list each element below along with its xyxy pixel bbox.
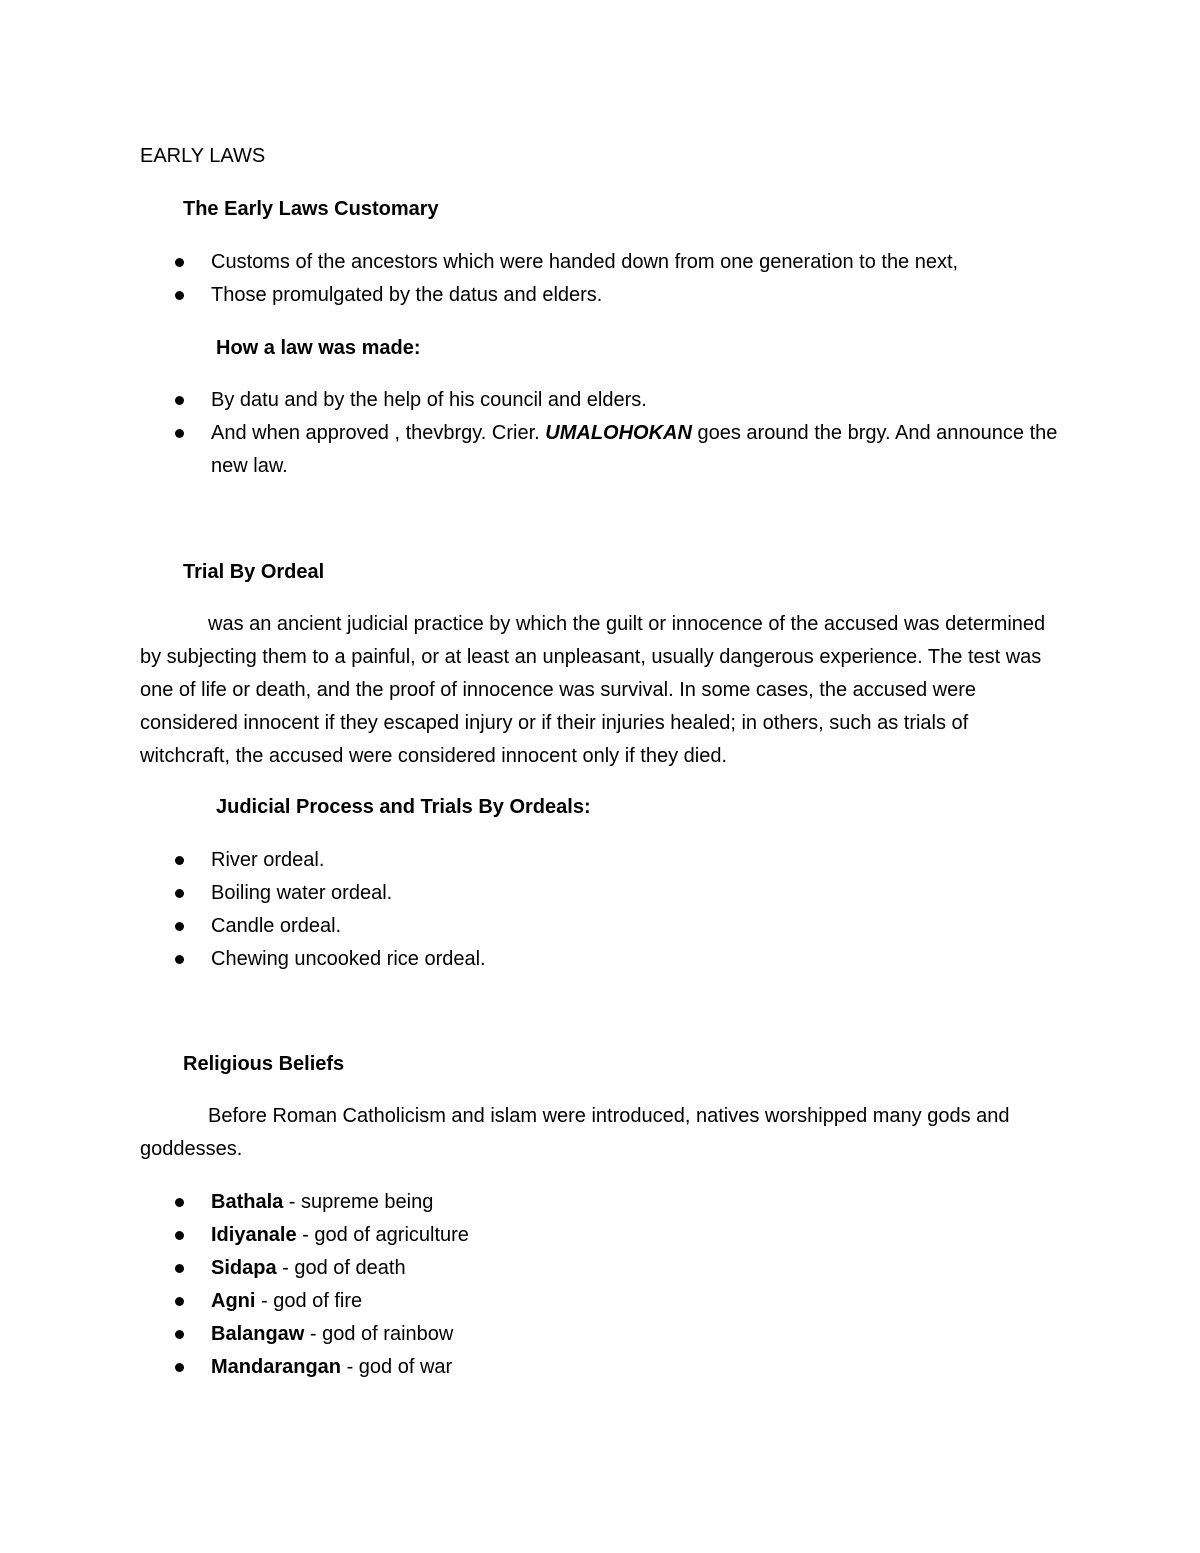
god-description: - god of agriculture bbox=[296, 1224, 469, 1246]
god-description: - supreme being bbox=[283, 1191, 434, 1213]
customary-list bbox=[211, 246, 1071, 312]
bullet-icon bbox=[175, 258, 184, 267]
list-item bbox=[211, 877, 1071, 910]
list-item bbox=[211, 1252, 1071, 1285]
ordeals-list bbox=[211, 844, 1071, 976]
bullet-icon bbox=[175, 429, 184, 438]
bullet-icon bbox=[175, 396, 184, 405]
how-made-heading: How a law was made: bbox=[216, 337, 421, 359]
list-item-text: Those promulgated by the datus and elders. bbox=[211, 284, 603, 306]
god-name: Idiyanale bbox=[211, 1224, 297, 1246]
document-title: EARLY LAWS bbox=[140, 145, 266, 167]
god-description: - god of fire bbox=[255, 1290, 363, 1312]
list-item-text: Chewing uncooked rice ordeal. bbox=[211, 948, 486, 970]
bullet-icon bbox=[175, 889, 184, 898]
list-item-text-before: And when approved , thevbrgy. Crier. bbox=[211, 422, 546, 444]
god-description: - god of death bbox=[276, 1257, 406, 1279]
god-description: - god of war bbox=[341, 1356, 453, 1378]
god-name: Balangaw bbox=[211, 1323, 305, 1345]
list-item bbox=[211, 417, 1071, 483]
list-item-text-after: goes around the brgy. And announce the new law. bbox=[211, 422, 1058, 477]
list-item bbox=[211, 384, 1071, 417]
list-item-text: Customs of the ancestors which were handed down from one generation to the next, bbox=[211, 251, 959, 273]
how-made-list bbox=[211, 384, 1071, 483]
list-item-text: River ordeal. bbox=[211, 849, 325, 871]
list-item bbox=[211, 943, 1071, 976]
list-item bbox=[211, 1219, 1071, 1252]
list-item-text: By datu and by the help of his council and elders. bbox=[211, 389, 647, 411]
judicial-heading: Judicial Process and Trials By Ordeals: bbox=[216, 796, 591, 818]
bullet-icon bbox=[175, 1330, 184, 1339]
list-item bbox=[211, 910, 1071, 943]
list-item-text: Boiling water ordeal. bbox=[211, 882, 393, 904]
religious-paragraph: Before Roman Catholicism and islam were introduced, natives worshipped many gods and goddesses. bbox=[140, 1105, 1010, 1160]
list-item bbox=[211, 1318, 1071, 1351]
bullet-icon bbox=[175, 1297, 184, 1306]
bullet-icon bbox=[175, 955, 184, 964]
god-name: Mandarangan bbox=[211, 1356, 342, 1378]
list-item bbox=[211, 246, 1071, 279]
god-name: Bathala bbox=[211, 1191, 284, 1213]
bullet-icon bbox=[175, 1198, 184, 1207]
trial-paragraph: was an ancient judicial practice by which the guilt or innocence of the accused was determined by subjecting them to a painful, or at least an unpleasant, usually dangerous experience. The test was one of life or death, and the proof of innocence was survival. In some cases, the accused were considered innocent if they escaped injury or if their injuries healed; in others, such as trials of witchcraft, the accused were considered innocent only if they died. bbox=[140, 613, 1046, 767]
umalohokan-term: UMALOHOKAN bbox=[545, 422, 692, 444]
god-name: Sidapa bbox=[211, 1257, 277, 1279]
list-item bbox=[211, 1285, 1071, 1318]
trial-heading: Trial By Ordeal bbox=[183, 561, 325, 583]
list-item bbox=[211, 279, 1071, 312]
god-description: - god of rainbow bbox=[304, 1323, 454, 1345]
gods-list bbox=[211, 1186, 1071, 1384]
god-name: Agni bbox=[211, 1290, 256, 1312]
religious-heading: Religious Beliefs bbox=[183, 1053, 345, 1075]
list-item bbox=[211, 1186, 1071, 1219]
list-item bbox=[211, 1351, 1071, 1384]
customary-heading: The Early Laws Customary bbox=[183, 198, 439, 220]
list-item bbox=[211, 844, 1071, 877]
bullet-icon bbox=[175, 922, 184, 931]
bullet-icon bbox=[175, 1363, 184, 1372]
bullet-icon bbox=[175, 291, 184, 300]
list-item-text: Candle ordeal. bbox=[211, 915, 342, 937]
bullet-icon bbox=[175, 1231, 184, 1240]
bullet-icon bbox=[175, 856, 184, 865]
bullet-icon bbox=[175, 1264, 184, 1273]
